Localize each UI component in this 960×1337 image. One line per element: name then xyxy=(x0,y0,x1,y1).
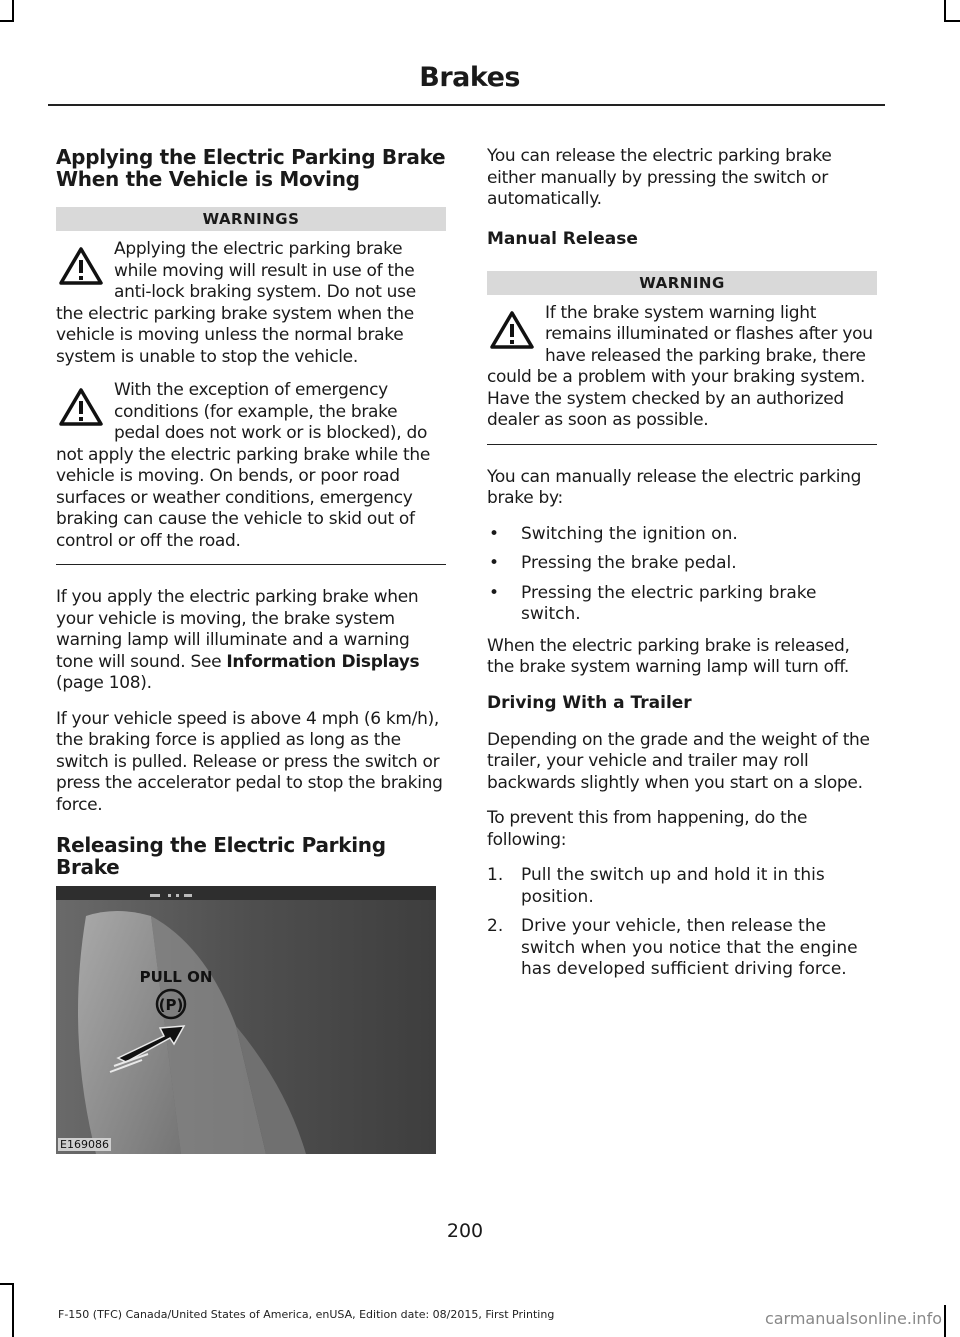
figure-code: E169086 xyxy=(60,1138,109,1151)
list-item xyxy=(487,865,877,908)
subsection-heading: Driving With a Trailer xyxy=(487,692,692,713)
paragraph: When the electric parking brake is released, the brake system warning lamp will turn off. xyxy=(487,635,850,677)
crop-mark xyxy=(0,1283,14,1285)
step-text: Pull the switch up and hold it in this position. xyxy=(521,865,825,907)
crop-mark xyxy=(0,20,14,22)
pull-on-label: PULL ON xyxy=(139,968,213,986)
warning-triangle-icon xyxy=(56,384,106,430)
parking-brake-switch-figure xyxy=(56,886,436,1154)
paragraph: You can manually release the electric parking brake by: xyxy=(487,466,862,508)
release-methods-list xyxy=(487,524,877,626)
warning-divider xyxy=(487,444,877,445)
list-item: • Pressing the brake pedal. xyxy=(487,553,877,575)
warning-triangle-icon xyxy=(56,243,106,289)
warning-item xyxy=(56,239,446,368)
step-number: 2. xyxy=(487,916,504,936)
list-item: • Pressing the electric parking brake switch. xyxy=(487,583,877,626)
warning-header: WARNING xyxy=(487,271,877,295)
paragraph-text: If you apply the electric parking brake when your vehicle is moving, the brake system warning lamp will illuminate and a warning tone will sound. See xyxy=(56,587,419,672)
warning-item xyxy=(56,380,446,552)
list-item xyxy=(487,916,877,981)
cross-reference-link[interactable]: Information Displays xyxy=(226,651,420,672)
warning-text: Applying the electric parking brake while moving will result in use of the anti-lock braking system. Do not use the electric parking brake system when the vehicle is moving unless the normal brake system is unable to stop the vehicle. xyxy=(56,239,416,367)
warning-text: If the brake system warning light remains illuminated or flashes after you have released the parking brake, there could be a problem with your braking system. Have the system checked by an authorized dealer as soon as possible. xyxy=(487,302,873,430)
step-text: Drive your vehicle, then release the switch when you notice that the engine has developed sufficient driving force. xyxy=(521,916,858,979)
edition-info: F-150 (TFC) Canada/United States of America, enUSA, Edition date: 08/2015, First Printing xyxy=(58,1308,555,1321)
list-item: • Switching the ignition on. xyxy=(487,524,877,546)
page-number: 200 xyxy=(446,1220,484,1242)
site-watermark: carmanualsonline.info xyxy=(764,1309,942,1328)
warning-triangle-icon xyxy=(487,307,537,353)
crop-mark xyxy=(944,1305,946,1337)
paragraph: Depending on the grade and the weight of the trailer, your vehicle and trailer may roll backwards slightly when you start on a slope. xyxy=(487,729,870,793)
paragraph: You can release the electric parking brake either manually by pressing the switch or automatically. xyxy=(487,146,832,209)
warning-text: With the exception of emergency conditions (for example, the brake pedal does not work or is blocked), do not apply the electric parking brake while the vehicle is moving. On bends, or poor road surfaces or weather conditions, emergency braking can cause the vehicle to skid out of control or off the road. xyxy=(56,380,430,551)
right-column xyxy=(487,146,877,989)
parking-symbol-icon: (P) xyxy=(158,996,184,1014)
paragraph xyxy=(56,587,446,695)
left-column xyxy=(56,146,446,1154)
warning-divider xyxy=(56,564,446,565)
crop-mark xyxy=(944,20,960,22)
trailer-steps-list xyxy=(487,865,877,981)
paragraph: To prevent this from happening, do the following: xyxy=(487,808,808,850)
section-heading: Releasing the Electric Parking Brake xyxy=(56,833,386,879)
subsection-heading: Manual Release xyxy=(487,228,638,249)
crop-mark xyxy=(12,0,14,22)
header-divider xyxy=(48,104,885,106)
step-number: 1. xyxy=(487,865,504,885)
section-heading: Applying the Electric Parking Brake When the Vehicle is Moving xyxy=(56,145,446,191)
crop-mark xyxy=(944,0,946,22)
warnings-header: WARNINGS xyxy=(56,207,446,231)
warning-item xyxy=(487,303,877,432)
crop-mark xyxy=(12,1283,14,1337)
page-title: Brakes xyxy=(419,62,520,93)
parking-brake-switch-illustration xyxy=(56,886,436,1154)
page-reference: (page 108). xyxy=(56,673,152,693)
paragraph: If your vehicle speed is above 4 mph (6 km/h), the braking force is applied as long as the switch is pulled. Release or press the switch or press the accelerator pedal to stop the braking force. xyxy=(56,708,443,815)
